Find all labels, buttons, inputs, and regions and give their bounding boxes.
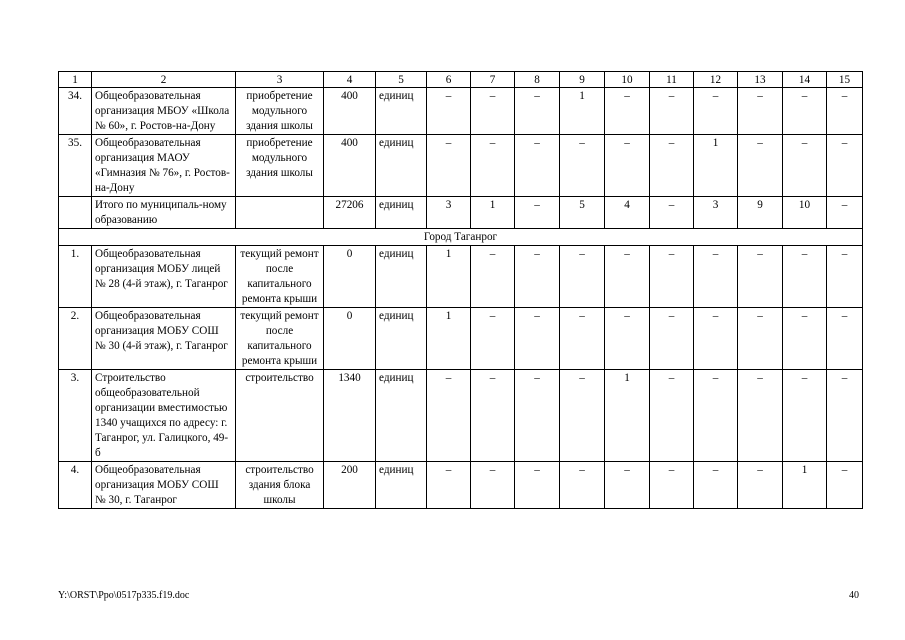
value-cell: –	[515, 462, 560, 509]
action-cell: текущий ремонт после капитального ремонта крыши	[236, 308, 324, 370]
organization-cell: Общеобразовательная организация МОБУ СОШ № 30 (4-й этаж), г. Таганрог	[92, 308, 236, 370]
file-path: Y:\ORST\Ppo\0517p335.f19.doc	[58, 590, 190, 601]
column-number: 1	[59, 72, 92, 88]
section-row	[59, 229, 863, 246]
capacity-cell: 0	[324, 246, 376, 308]
page-number: 40	[849, 590, 859, 601]
value-cell: –	[427, 88, 471, 135]
value-cell: –	[471, 308, 515, 370]
column-number: 4	[324, 72, 376, 88]
value-cell: –	[471, 246, 515, 308]
value-cell: 3	[427, 197, 471, 229]
section-title: Город Таганрог	[59, 229, 863, 246]
value-cell: –	[560, 135, 605, 197]
value-cell: –	[515, 246, 560, 308]
row-number: 2.	[59, 308, 92, 370]
value-cell: –	[827, 246, 863, 308]
value-cell: 9	[738, 197, 783, 229]
value-cell: –	[783, 370, 827, 462]
value-cell: –	[605, 308, 650, 370]
organization-cell: Итого по муниципаль-ному образованию	[92, 197, 236, 229]
table-row	[59, 462, 863, 509]
value-cell: –	[827, 88, 863, 135]
row-number: 3.	[59, 370, 92, 462]
column-number: 7	[471, 72, 515, 88]
action-cell: строительство здания блока школы	[236, 462, 324, 509]
value-cell: –	[650, 308, 694, 370]
column-number: 8	[515, 72, 560, 88]
value-cell: 1	[560, 88, 605, 135]
value-cell: –	[515, 88, 560, 135]
value-cell: –	[694, 308, 738, 370]
unit-cell: единиц	[376, 308, 427, 370]
column-number: 10	[605, 72, 650, 88]
column-number: 13	[738, 72, 783, 88]
table-row	[59, 135, 863, 197]
value-cell: –	[427, 370, 471, 462]
organization-cell: Общеобразовательная организация МБОУ «Школа № 60», г. Ростов-на-Дону	[92, 88, 236, 135]
value-cell: –	[738, 135, 783, 197]
table-row	[59, 246, 863, 308]
value-cell: –	[694, 88, 738, 135]
organization-cell: Строительство общеобразовательной организации вместимостью 1340 учащихся по адресу: г. Таганрог, ул. Галицкого, 49-б	[92, 370, 236, 462]
value-cell: –	[827, 462, 863, 509]
action-cell	[236, 197, 324, 229]
capacity-cell: 400	[324, 135, 376, 197]
value-cell: –	[560, 308, 605, 370]
action-cell: текущий ремонт после капитального ремонта крыши	[236, 246, 324, 308]
row-number: 34.	[59, 88, 92, 135]
value-cell: –	[515, 197, 560, 229]
row-number	[59, 197, 92, 229]
value-cell: –	[738, 308, 783, 370]
column-number: 5	[376, 72, 427, 88]
value-cell: –	[427, 462, 471, 509]
column-number: 15	[827, 72, 863, 88]
column-number-row	[59, 72, 863, 88]
value-cell: –	[471, 370, 515, 462]
value-cell: –	[738, 370, 783, 462]
row-number: 1.	[59, 246, 92, 308]
value-cell: –	[605, 246, 650, 308]
value-cell: –	[738, 88, 783, 135]
value-cell: –	[471, 135, 515, 197]
value-cell: –	[515, 370, 560, 462]
value-cell: –	[783, 135, 827, 197]
plan-table	[58, 71, 863, 509]
value-cell: –	[827, 308, 863, 370]
value-cell: –	[694, 462, 738, 509]
column-number: 14	[783, 72, 827, 88]
value-cell: 1	[605, 370, 650, 462]
column-number: 11	[650, 72, 694, 88]
value-cell: 1	[471, 197, 515, 229]
value-cell: –	[650, 462, 694, 509]
capacity-cell: 1340	[324, 370, 376, 462]
unit-cell: единиц	[376, 135, 427, 197]
capacity-cell: 400	[324, 88, 376, 135]
value-cell: –	[427, 135, 471, 197]
value-cell: –	[827, 370, 863, 462]
column-number: 9	[560, 72, 605, 88]
value-cell: 5	[560, 197, 605, 229]
unit-cell: единиц	[376, 246, 427, 308]
value-cell: –	[560, 370, 605, 462]
unit-cell: единиц	[376, 88, 427, 135]
column-number: 6	[427, 72, 471, 88]
value-cell: –	[605, 88, 650, 135]
value-cell: –	[471, 462, 515, 509]
value-cell: –	[650, 370, 694, 462]
organization-cell: Общеобразовательная организация МАОУ «Гимназия № 76», г. Ростов-на-Дону	[92, 135, 236, 197]
capacity-cell: 27206	[324, 197, 376, 229]
unit-cell: единиц	[376, 462, 427, 509]
table-row	[59, 370, 863, 462]
value-cell: –	[827, 135, 863, 197]
value-cell: –	[650, 135, 694, 197]
value-cell: –	[738, 246, 783, 308]
row-number: 35.	[59, 135, 92, 197]
value-cell: –	[560, 246, 605, 308]
value-cell: –	[515, 308, 560, 370]
capacity-cell: 200	[324, 462, 376, 509]
organization-cell: Общеобразовательная организация МОБУ СОШ № 30, г. Таганрог	[92, 462, 236, 509]
value-cell: –	[650, 197, 694, 229]
value-cell: –	[694, 370, 738, 462]
value-cell: 10	[783, 197, 827, 229]
action-cell: приобретение модульного здания школы	[236, 88, 324, 135]
table-row	[59, 197, 863, 229]
value-cell: 1	[427, 246, 471, 308]
value-cell: –	[650, 88, 694, 135]
action-cell: строительство	[236, 370, 324, 462]
value-cell: –	[605, 462, 650, 509]
value-cell: –	[605, 135, 650, 197]
table-row	[59, 308, 863, 370]
value-cell: 4	[605, 197, 650, 229]
value-cell: –	[560, 462, 605, 509]
action-cell: приобретение модульного здания школы	[236, 135, 324, 197]
value-cell: –	[827, 197, 863, 229]
row-number: 4.	[59, 462, 92, 509]
value-cell: –	[783, 246, 827, 308]
column-number: 12	[694, 72, 738, 88]
column-number: 2	[92, 72, 236, 88]
value-cell: –	[783, 88, 827, 135]
organization-cell: Общеобразовательная организация МОБУ лицей № 28 (4-й этаж), г. Таганрог	[92, 246, 236, 308]
value-cell: –	[783, 308, 827, 370]
value-cell: –	[738, 462, 783, 509]
table-row	[59, 88, 863, 135]
value-cell: –	[650, 246, 694, 308]
value-cell: 1	[694, 135, 738, 197]
value-cell: –	[515, 135, 560, 197]
value-cell: 1	[427, 308, 471, 370]
unit-cell: единиц	[376, 197, 427, 229]
capacity-cell: 0	[324, 308, 376, 370]
value-cell: 3	[694, 197, 738, 229]
value-cell: –	[694, 246, 738, 308]
column-number: 3	[236, 72, 324, 88]
value-cell: –	[471, 88, 515, 135]
unit-cell: единиц	[376, 370, 427, 462]
value-cell: 1	[783, 462, 827, 509]
